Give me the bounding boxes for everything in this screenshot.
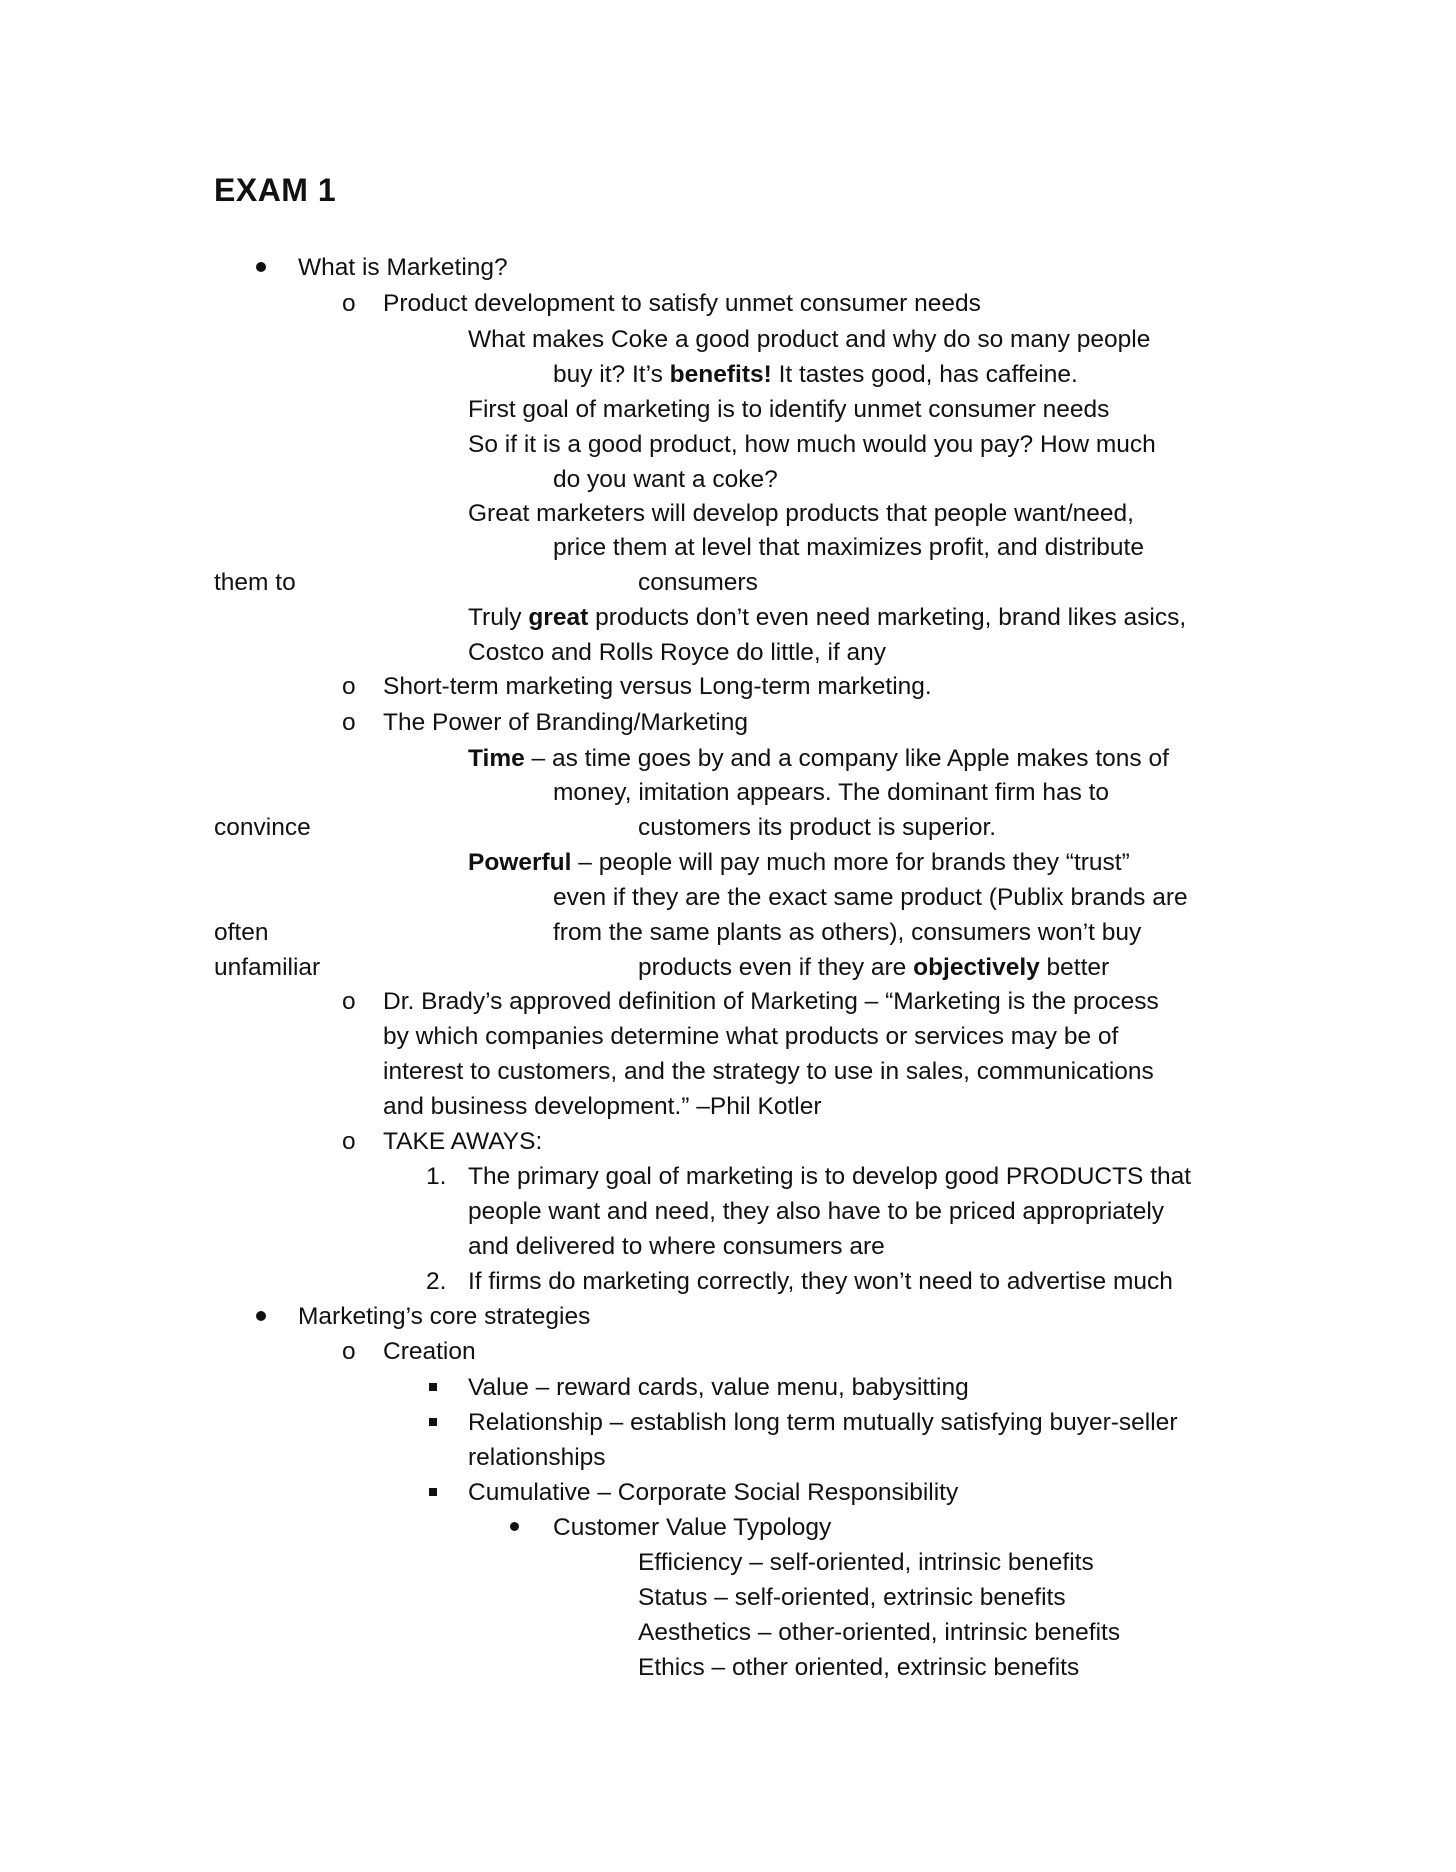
list-item: Dr. Brady’s approved definition of Marketing – “Marketing is the process [383, 988, 1159, 1015]
list-item: The Power of Branding/Marketing [383, 709, 748, 736]
list-item: Creation [383, 1338, 476, 1365]
bullet-o: o [342, 1338, 356, 1365]
bullet-dot [510, 1522, 519, 1531]
text-line: by which companies determine what products or services may be of [383, 1023, 1119, 1050]
bullet-square [429, 1383, 437, 1391]
text-line: money, imitation appears. The dominant firm has to [553, 779, 1110, 806]
text-line: convince [214, 814, 311, 841]
list-item: TAKE AWAYS: [383, 1128, 543, 1155]
text-line: Powerful – people will pay much more for brands they “trust” [468, 849, 1130, 876]
text-line: Time – as time goes by and a company like Apple makes tons of [468, 745, 1169, 772]
list-number: 1. [426, 1163, 447, 1190]
bullet-o: o [342, 290, 356, 317]
text-line: unfamiliar [214, 954, 321, 981]
text-line: often [214, 919, 269, 946]
list-item: Cumulative – Corporate Social Responsibility [468, 1479, 959, 1506]
text-line: First goal of marketing is to identify unmet consumer needs [468, 396, 1110, 423]
bullet-o: o [342, 673, 356, 700]
text-line: buy it? It’s benefits! It tastes good, has caffeine. [553, 361, 1078, 388]
bullet-dot [256, 1311, 266, 1321]
text-line: Ethics – other oriented, extrinsic benefits [638, 1654, 1080, 1681]
text-line: price them at level that maximizes profit, and distribute [553, 534, 1144, 561]
bullet-square [429, 1418, 437, 1426]
text-line: Aesthetics – other-oriented, intrinsic benefits [638, 1619, 1121, 1646]
text-line: If firms do marketing correctly, they won’t need to advertise much [468, 1268, 1173, 1295]
list-number: 2. [426, 1268, 447, 1295]
text-line: What makes Coke a good product and why do so many people [468, 326, 1151, 353]
text-line: even if they are the exact same product (Publix brands are [553, 884, 1188, 911]
list-item: Relationship – establish long term mutually satisfying buyer-seller [468, 1409, 1178, 1436]
text-line: Status – self-oriented, extrinsic benefits [638, 1584, 1066, 1611]
text-line: customers its product is superior. [638, 814, 997, 841]
page-title: EXAM 1 [214, 172, 337, 208]
bullet-o: o [342, 1128, 356, 1155]
list-item: Marketing’s core strategies [298, 1303, 591, 1330]
text-line: do you want a coke? [553, 466, 778, 493]
bullet-o: o [342, 709, 356, 736]
text-line: relationships [468, 1444, 606, 1471]
list-item: What is Marketing? [298, 254, 508, 281]
text-line: them to [214, 569, 296, 596]
bullet-square [429, 1488, 437, 1496]
list-item: Value – reward cards, value menu, babysitting [468, 1374, 969, 1401]
text-line: Great marketers will develop products that people want/need, [468, 500, 1134, 527]
text-line: from the same plants as others), consumers won’t buy [553, 919, 1142, 946]
text-line: and delivered to where consumers are [468, 1233, 885, 1260]
text-line: Costco and Rolls Royce do little, if any [468, 639, 887, 666]
bullet-o: o [342, 988, 356, 1015]
text-line: people want and need, they also have to be priced appropriately [468, 1198, 1165, 1225]
text-line: The primary goal of marketing is to develop good PRODUCTS that [468, 1163, 1192, 1190]
text-line: Truly great products don’t even need marketing, brand likes asics, [468, 604, 1187, 631]
text-line: consumers [638, 569, 758, 596]
list-item: Product development to satisfy unmet consumer needs [383, 290, 981, 317]
text-line: So if it is a good product, how much would you pay? How much [468, 431, 1156, 458]
bullet-dot [256, 262, 266, 272]
text-line: Efficiency – self-oriented, intrinsic benefits [638, 1549, 1094, 1576]
text-line: products even if they are objectively better [638, 954, 1110, 981]
list-item: Short-term marketing versus Long-term marketing. [383, 673, 932, 700]
list-item: Customer Value Typology [553, 1514, 832, 1541]
text-line: interest to customers, and the strategy to use in sales, communications [383, 1058, 1154, 1085]
text-line: and business development.” –Phil Kotler [383, 1093, 822, 1120]
